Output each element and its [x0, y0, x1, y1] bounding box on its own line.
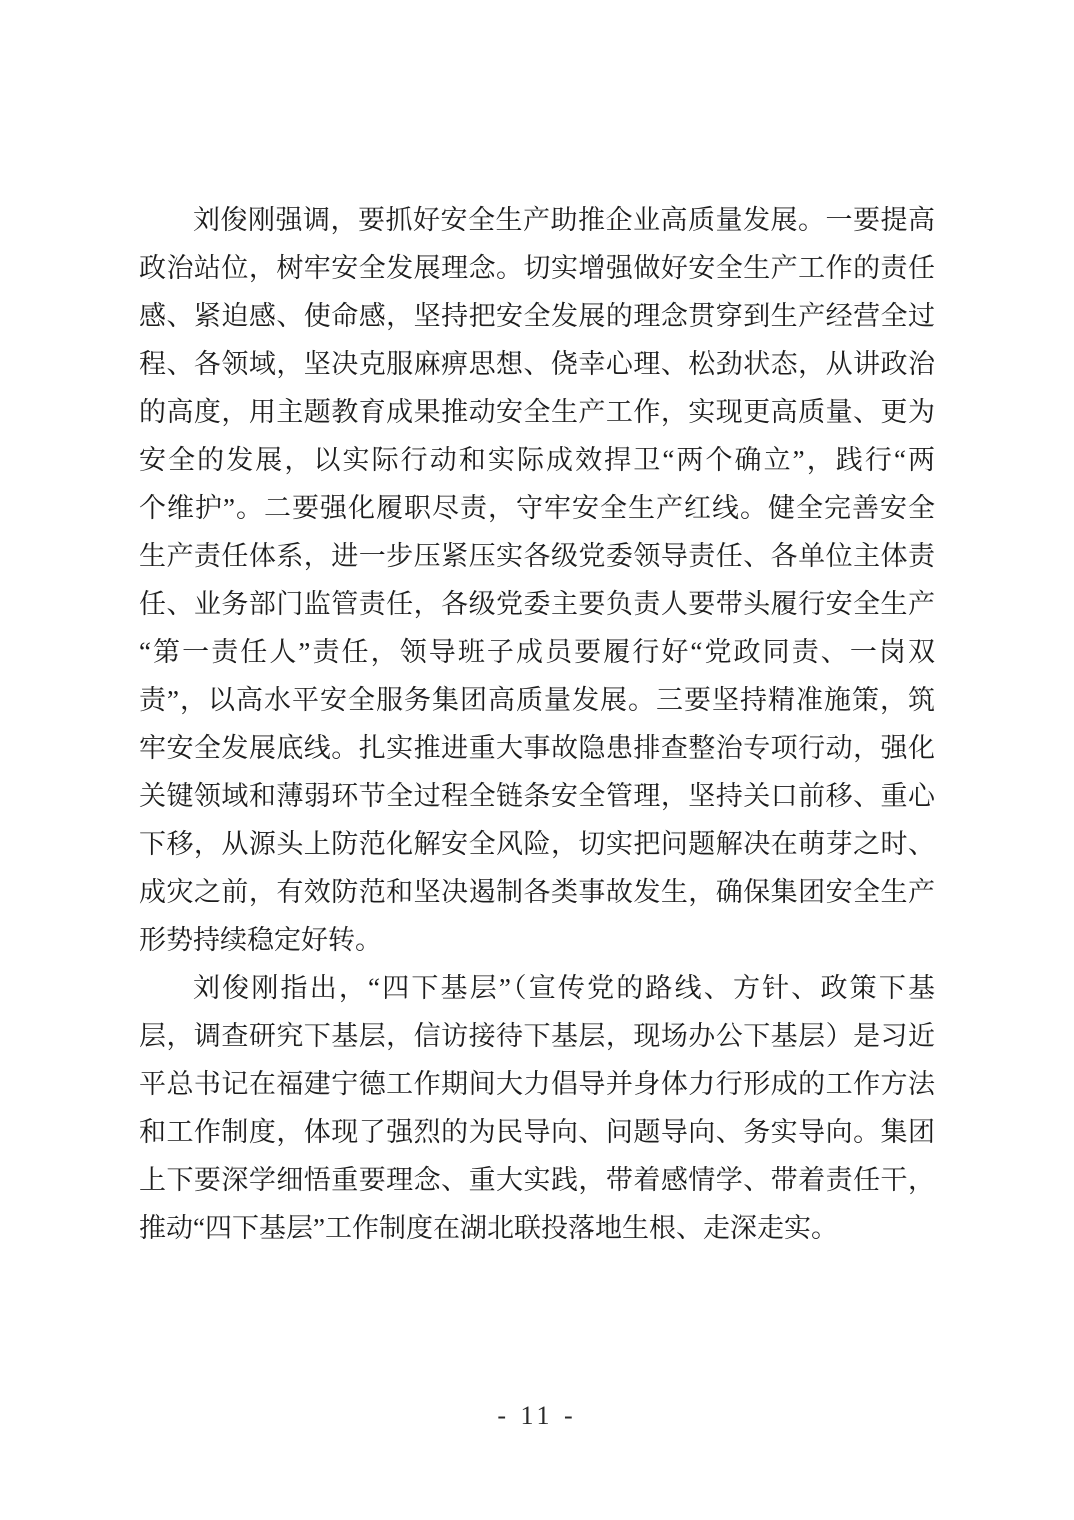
text-line: 关键领域和薄弱环节全过程全链条安全管理，坚持关口前移、重心: [139, 781, 935, 811]
text-line: 的高度，用主题教育成果推动安全生产工作，实现更高质量、更为: [139, 397, 935, 427]
text-line: 感、紧迫感、使命感，坚持把安全发展的理念贯穿到生产经营全过: [139, 301, 935, 331]
text-line: 刘俊刚指出，“四下基层”（宣传党的路线、方针、政策下基: [193, 973, 935, 1003]
document-body: [139, 196, 935, 1252]
text-line: 成灾之前，有效防范和坚决遏制各类事故发生，确保集团安全生产: [139, 877, 935, 907]
text-line: 安全的发展，以实际行动和实际成效捍卫“两个确立”，践行“两: [139, 445, 935, 475]
text-line: 任、业务部门监管责任，各级党委主要负责人要带头履行安全生产: [139, 589, 935, 619]
text-line: 下移，从源头上防范化解安全风险，切实把问题解决在萌芽之时、: [139, 829, 935, 859]
text-line: 上下要深学细悟重要理念、重大实践，带着感情学、带着责任干，: [139, 1165, 935, 1195]
text-line: 层，调查研究下基层，信访接待下基层，现场办公下基层）是习近: [139, 1021, 935, 1051]
text-line: 政治站位，树牢安全发展理念。切实增强做好安全生产工作的责任: [139, 253, 935, 283]
text-line: 刘俊刚强调，要抓好安全生产助推企业高质量发展。一要提高: [193, 205, 935, 235]
page-number: - 11 -: [497, 1401, 577, 1430]
text-line: 和工作制度，体现了强烈的为民导向、问题导向、务实导向。集团: [139, 1117, 935, 1147]
text-line: 平总书记在福建宁德工作期间大力倡导并身体力行形成的工作方法: [139, 1069, 935, 1099]
text-line: 责”，以高水平安全服务集团高质量发展。三要坚持精准施策，筑: [139, 685, 935, 715]
text-line: 生产责任体系，进一步压紧压实各级党委领导责任、各单位主体责: [139, 541, 935, 571]
text-line: 形势持续稳定好转。: [139, 925, 382, 955]
text-line: 程、各领域，坚决克服麻痹思想、侥幸心理、松劲状态，从讲政治: [139, 349, 935, 379]
paragraph-2: [139, 964, 935, 1252]
text-line: 牢安全发展底线。扎实推进重大事故隐患排查整治专项行动，强化: [139, 733, 935, 763]
text-line: “第一责任人”责任，领导班子成员要履行好“党政同责、一岗双: [139, 637, 935, 667]
page-footer: [0, 1396, 1074, 1436]
paragraph-1: [139, 196, 935, 964]
text-line: 个维护”。二要强化履职尽责，守牢安全生产红线。健全完善安全: [139, 493, 935, 523]
text-line: 推动“四下基层”工作制度在湖北联投落地生根、走深走实。: [139, 1213, 838, 1243]
